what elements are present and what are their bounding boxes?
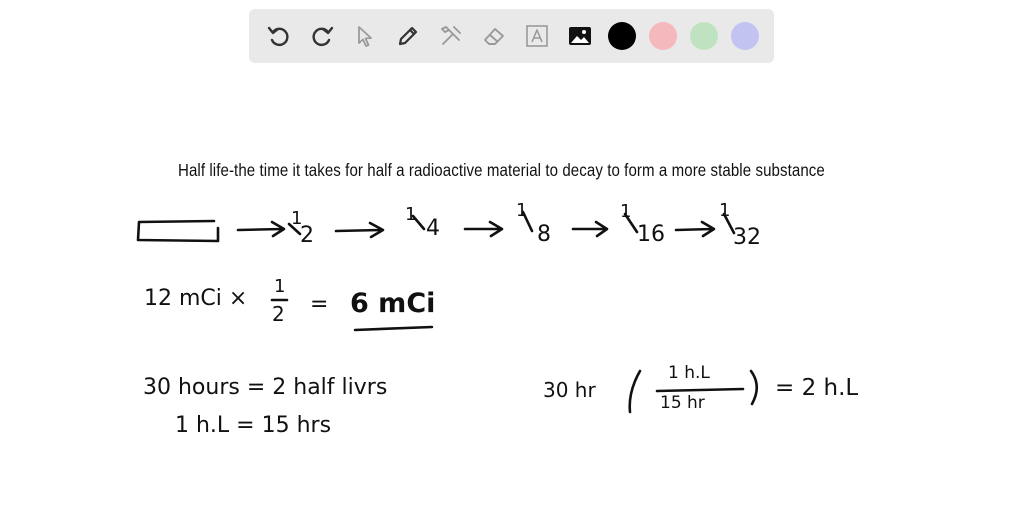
material-box: [138, 221, 218, 241]
quarter-denominator: 4: [426, 216, 440, 241]
sixteenth-denominator: 16: [637, 222, 665, 247]
time-in-half-lives: 30 hours = 2 half livrs: [143, 375, 388, 400]
thirty-second-denominator: 32: [733, 225, 761, 250]
arrow-3: [465, 222, 502, 236]
eighth-numerator: 1: [516, 200, 528, 221]
arrow-5: [676, 222, 714, 236]
half-life-definition: Half life-the time it takes for half a radioactive material to decay to form a more stable substance: [178, 160, 825, 180]
initial-activity: 12 mCi ×: [144, 286, 248, 311]
close-paren: [751, 371, 757, 404]
half-denominator: 2: [300, 223, 314, 248]
calc1-numerator: 1: [274, 276, 286, 297]
half-life-value: 1 h.L = 15 hrs: [175, 413, 332, 438]
arrow-1: [238, 222, 284, 236]
calc1-denominator: 2: [272, 302, 285, 326]
calc3-result: = 2 h.L: [775, 375, 859, 401]
calc3-denominator: 15 hr: [660, 393, 705, 413]
arrow-2: [336, 223, 383, 237]
open-paren: [630, 371, 640, 412]
calc1-equals: =: [310, 292, 329, 317]
calc3-hours: 30 hr: [543, 378, 596, 402]
thirty-second-numerator: 1: [719, 200, 731, 221]
calc3-numerator: 1 h.L: [668, 363, 710, 383]
eighth-denominator: 8: [537, 222, 551, 247]
fraction-bar-3: [657, 389, 743, 391]
quarter-numerator: 1: [405, 204, 417, 225]
result-underline: [355, 327, 432, 330]
sixteenth-numerator: 1: [620, 201, 632, 222]
arrow-4: [573, 222, 607, 236]
half-numerator: 1: [291, 208, 303, 229]
calc1-result: 6 mCi: [350, 288, 436, 319]
